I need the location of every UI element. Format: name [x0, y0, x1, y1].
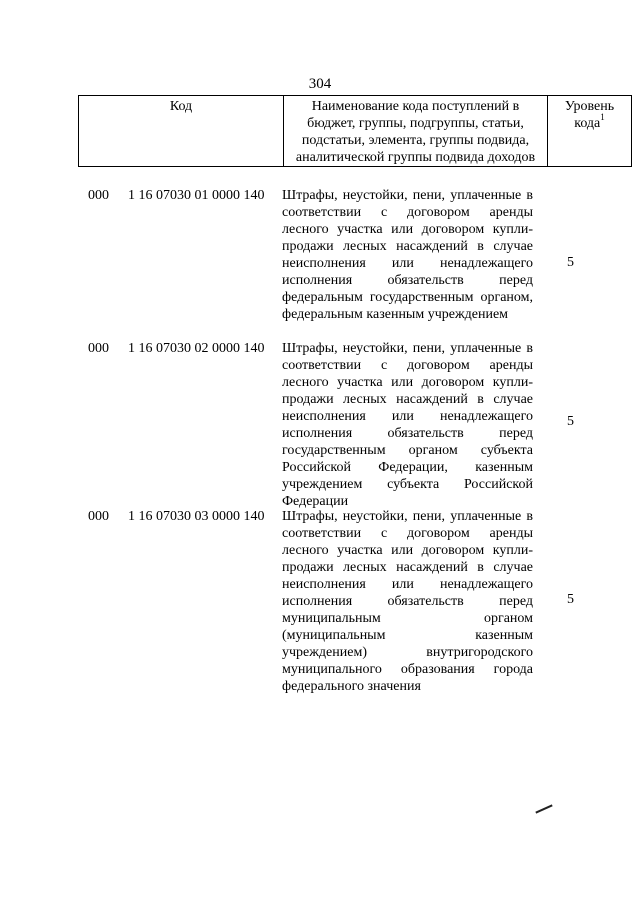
pen-mark — [535, 804, 552, 813]
header-name: Наименование кода поступлений в бюджет, группы, подгруппы, статьи, подстатьи, элемента, группы подвида, аналитической группы подвида доходов — [284, 96, 548, 167]
row-name: Штрафы, неустойки, пени, уплаченные в соответствии с договором аренды лесного участка или договором купли-продажи лесных насаждений в случае неисполнения или ненадлежащего исполнения обязательств перед государственным органом субъекта Российской Федерации, казенным учреждением субъекта Российской Федерации — [282, 341, 533, 509]
table-row — [0, 187, 640, 337]
row-code: 1 16 07030 02 0000 140 — [128, 341, 265, 356]
row-code: 1 16 07030 01 0000 140 — [128, 188, 265, 203]
table-row — [0, 508, 640, 693]
header-code: Код — [79, 96, 284, 167]
header-level — [548, 96, 632, 167]
column-header-table — [78, 95, 632, 167]
row-prefix: 000 — [88, 188, 109, 203]
row-prefix: 000 — [88, 341, 109, 356]
row-code: 1 16 07030 03 0000 140 — [128, 509, 265, 524]
row-level: 5 — [567, 592, 574, 607]
row-level: 5 — [567, 414, 574, 429]
header-level-footnote: 1 — [600, 112, 605, 123]
header-level-label: Уровень кода — [564, 99, 615, 131]
row-level: 5 — [567, 255, 574, 270]
row-prefix: 000 — [88, 509, 109, 524]
header-row — [79, 96, 632, 167]
page-number: 304 — [308, 76, 332, 92]
row-name: Штрафы, неустойки, пени, уплаченные в соответствии с договором аренды лесного участка или договором купли-продажи лесных насаждений в случае неисполнения или ненадлежащего исполнения обязательств перед федеральным государственным органом, федеральным казенным учреждением — [282, 188, 533, 322]
row-name: Штрафы, неустойки, пени, уплаченные в соответствии с договором аренды лесного участка или договором купли-продажи лесных насаждений в случае неисполнения или ненадлежащего исполнения обязательств перед муниципальным органом (муниципальным казенным учреждением) внутригородского муниципального образования города федерального значения — [282, 509, 533, 694]
table-row — [0, 340, 640, 509]
